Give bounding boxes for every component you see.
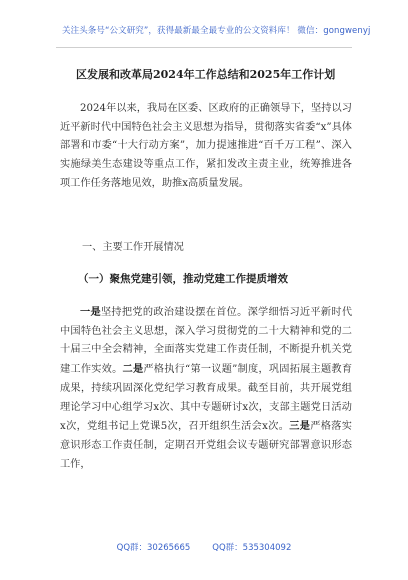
intro-paragraph: 2024年以来，我局在区委、区政府的正确领导下，坚持以习近平新时代中国特色社会主义思想为指导，贯彻落实省委“x”具体部署和市委“十大行动方案”，加力提速推进“百千万工程”、深入实施绿美生态建设等重点工作，紧扣发改主责主业，统筹推进各项工作任务落地见效，助推x高质量发展。 <box>60 103 352 189</box>
footer-qq-group-1: QQ群：30265665 <box>116 543 191 553</box>
body-text-1: 坚持把党的政治建设摆在首位。深学细悟习近平新时代中国特色社会主义思想，深入学习贯彻党的二十大精神和党的二十届三中全会精神，全面落实党建工作责任制，不断提升机关党建工作实效。 <box>60 307 353 376</box>
section-heading: 一、主要工作开展情况 <box>82 242 184 253</box>
body-text-2: 严格执行“第一议题”制度，巩固拓展主题教育成果，持续巩固深化党纪学习教育成果。截至目前，共开展党组理论学习中心组学习x次、其中专题研讨x次，支部主题党日活动x次，党组书记上党课5次，召开组织生活会x次。 <box>60 364 353 433</box>
header-banner: 关注头条号“公文研究”，获得最新最全最专业的公文资料库！ 微信：gongwenyj <box>62 26 371 36</box>
lead-phrase-2: 二是 <box>122 363 144 376</box>
page-footer <box>0 541 408 553</box>
subsection-heading: （一）聚焦党建引领，推动党建工作提质增效 <box>78 273 288 285</box>
body-text-3: 严格落实意识形态工作责任制，定期召开党组会议专题研究部署意识形态工作， <box>60 421 352 470</box>
lead-phrase-3: 三是 <box>289 420 311 433</box>
header-divider <box>56 47 352 48</box>
body-paragraph <box>60 303 352 474</box>
lead-phrase-1: 一是 <box>80 306 101 318</box>
footer-qq-group-2: QQ群：535304092 <box>212 543 292 553</box>
document-title: 区发展和改革局2024年工作总结和2025年工作计划 <box>76 68 336 81</box>
